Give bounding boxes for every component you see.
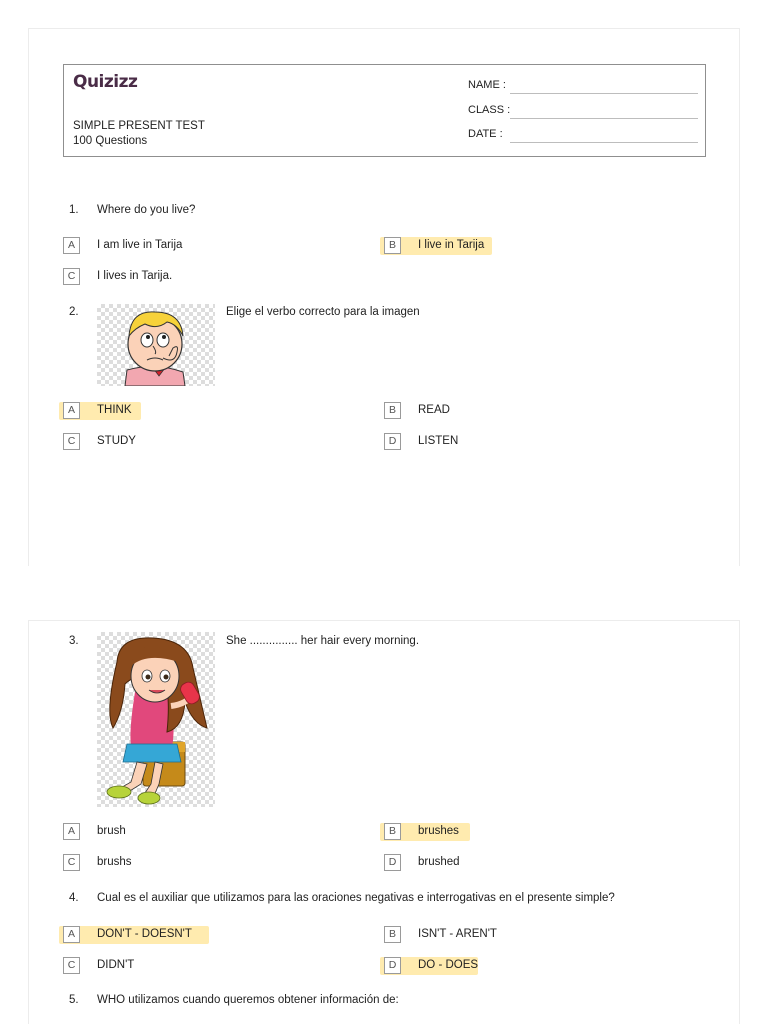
question-2-option-d[interactable] xyxy=(384,433,684,451)
question-count: 100 Questions xyxy=(73,135,148,147)
girl-brushing-hair-image xyxy=(97,632,215,807)
question-4-number: 4. xyxy=(69,892,79,904)
class-field[interactable] xyxy=(468,104,698,120)
option-text: DIDN'T xyxy=(97,959,135,971)
question-3-option-c[interactable] xyxy=(63,854,363,872)
question-1-text: Where do you live? xyxy=(97,204,196,216)
option-text: THINK xyxy=(97,404,132,416)
option-text: brushs xyxy=(97,856,132,868)
option-letter: D xyxy=(384,957,401,974)
quizizz-logo: Quizizz xyxy=(73,72,138,92)
question-3-number: 3. xyxy=(69,635,79,647)
option-text: DON'T - DOESN'T xyxy=(97,928,192,940)
question-1-option-b[interactable] xyxy=(384,237,684,255)
question-2-number: 2. xyxy=(69,306,79,318)
girl-brushing-illustration xyxy=(97,632,215,807)
option-letter: C xyxy=(63,854,80,871)
option-letter: B xyxy=(384,237,401,254)
question-2-text: Elige el verbo correcto para la imagen xyxy=(226,306,420,318)
worksheet-header xyxy=(63,64,706,157)
option-letter: B xyxy=(384,926,401,943)
option-text: brushed xyxy=(418,856,460,868)
option-text: brush xyxy=(97,825,126,837)
name-field[interactable] xyxy=(468,79,698,95)
question-1-option-a[interactable] xyxy=(63,237,363,255)
question-2-option-c[interactable] xyxy=(63,433,363,451)
question-3-option-a[interactable] xyxy=(63,823,363,841)
option-letter: D xyxy=(384,433,401,450)
question-4-option-a[interactable] xyxy=(63,926,363,944)
option-text: DO - DOES xyxy=(418,959,479,971)
question-2-option-a[interactable] xyxy=(63,402,363,420)
thinking-boy-illustration xyxy=(97,304,215,386)
question-4-text: Cual es el auxiliar que utilizamos para las oraciones negativas e interrogativas en el presente simple? xyxy=(97,892,615,904)
option-letter: A xyxy=(63,237,80,254)
option-text: I live in Tarija xyxy=(418,239,485,251)
option-letter: D xyxy=(384,854,401,871)
option-letter: B xyxy=(384,823,401,840)
thinking-boy-image xyxy=(97,304,215,386)
option-letter: A xyxy=(63,926,80,943)
question-5-number: 5. xyxy=(69,994,79,1006)
option-text: I am live in Tarija xyxy=(97,239,183,251)
option-text: ISN'T - AREN'T xyxy=(418,928,497,940)
question-1-option-c[interactable] xyxy=(63,268,363,286)
class-line xyxy=(510,118,698,119)
worksheet-page-1 xyxy=(28,28,740,566)
question-1-number: 1. xyxy=(69,204,79,216)
question-4-option-b[interactable] xyxy=(384,926,684,944)
question-4-option-c[interactable] xyxy=(63,957,363,975)
name-line xyxy=(510,93,698,94)
option-letter: C xyxy=(63,433,80,450)
option-letter: B xyxy=(384,402,401,419)
date-line xyxy=(510,142,698,143)
option-text: READ xyxy=(418,404,450,416)
date-label: DATE : xyxy=(468,128,503,140)
page-gap xyxy=(0,566,768,620)
option-text: LISTEN xyxy=(418,435,459,447)
class-label: CLASS : xyxy=(468,104,511,116)
option-letter: A xyxy=(63,402,80,419)
question-4-option-d[interactable] xyxy=(384,957,684,975)
name-label: NAME : xyxy=(468,79,506,91)
option-letter: C xyxy=(63,268,80,285)
test-title: SIMPLE PRESENT TEST xyxy=(73,120,205,132)
option-text: STUDY xyxy=(97,435,136,447)
question-3-text: She ............... her hair every morning. xyxy=(226,635,420,647)
question-3-option-b[interactable] xyxy=(384,823,684,841)
date-field[interactable] xyxy=(468,128,698,144)
option-text: I lives in Tarija. xyxy=(97,270,173,282)
question-2-option-b[interactable] xyxy=(384,402,684,420)
question-3-option-d[interactable] xyxy=(384,854,684,872)
option-letter: A xyxy=(63,823,80,840)
question-5-text: WHO utilizamos cuando queremos obtener información de: xyxy=(97,994,399,1006)
option-letter: C xyxy=(63,957,80,974)
option-text: brushes xyxy=(418,825,459,837)
